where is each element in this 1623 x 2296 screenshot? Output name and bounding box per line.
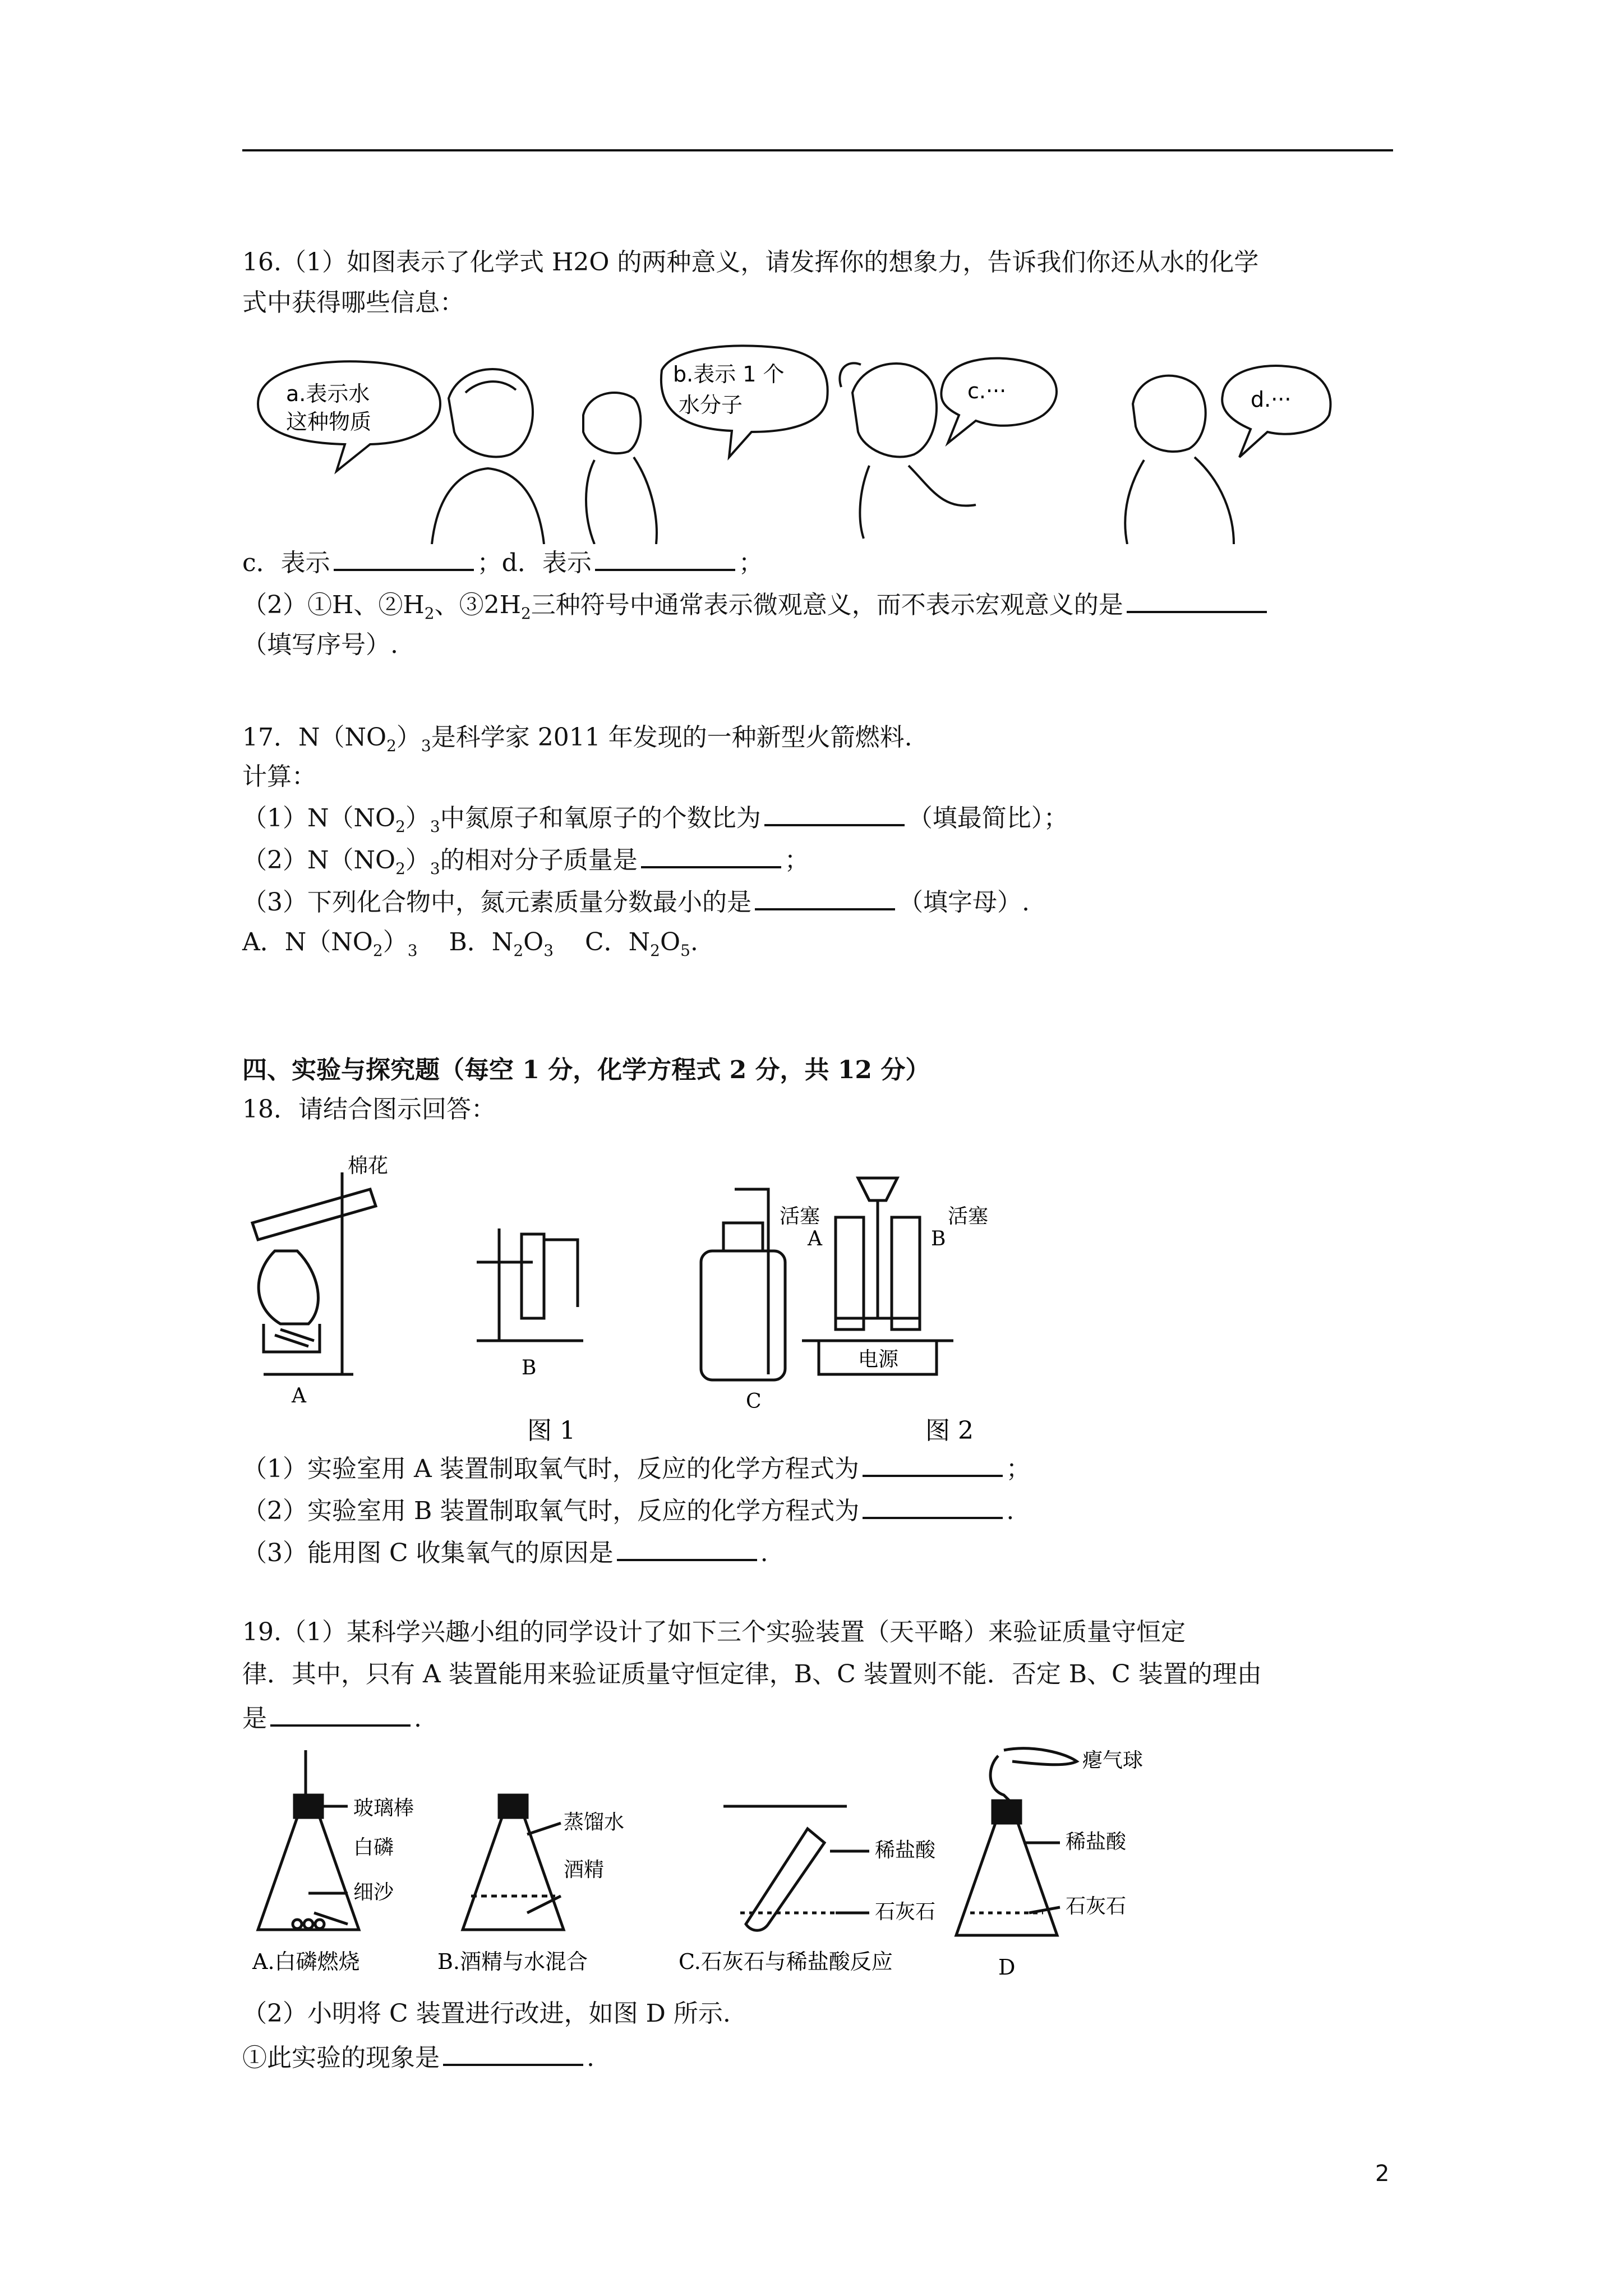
q18-p3-end: . (760, 1539, 768, 1567)
q17-p3-b: （填字母）. (898, 888, 1030, 917)
q16-part2-blank[interactable] (1127, 586, 1267, 613)
label-white-p: 白磷 (353, 1836, 394, 1859)
q17-p2-c: ； (784, 846, 809, 875)
label-glass-rod: 玻璃棒 (353, 1797, 414, 1820)
label-cotton: 棉花 (348, 1154, 389, 1177)
label-balloon: 瘪气球 (1082, 1749, 1144, 1772)
header-rule (242, 149, 1393, 151)
q18-p1-end: ； (1006, 1455, 1031, 1483)
label-power: 电源 (858, 1348, 899, 1371)
label-A: A (292, 1384, 306, 1407)
bubble-a-line1: a.表示水 (286, 381, 370, 406)
label-B: B (522, 1356, 537, 1379)
bubble-b-line1: b.表示 1 个 (673, 362, 785, 386)
q17-p2-b: 的相对分子质量是 (440, 846, 638, 875)
q17-p1: $(1)N(NO_2)_3$中氮原子和氧原子的个数比为 （填最简比）； (242, 799, 1068, 844)
q18-p2 (242, 1492, 1014, 1528)
q16-c-blank[interactable] (334, 544, 474, 571)
label-valve-left: 活塞 (780, 1205, 820, 1228)
q19-p2-1 (242, 2039, 594, 2075)
q19-p2-1-text: ①此实验的现象是 (242, 2044, 440, 2072)
q18-stem: 18．请结合图示回答： (242, 1095, 496, 1124)
q16-part2-d: （填写序号）. (242, 631, 398, 659)
q17-p3-blank[interactable] (755, 884, 895, 910)
bubble-a-line2: 这种物质 (286, 409, 372, 434)
q17-opt-a: A．N（NO (242, 928, 373, 956)
q17-p2-a: （2）N（NO (242, 846, 396, 875)
q18-p2-blank[interactable] (863, 1492, 1003, 1519)
q18-p3 (242, 1534, 768, 1570)
q19-p2-1-blank[interactable] (443, 2039, 583, 2066)
q18-p1-text: （1）实验室用 A 装置制取氧气时，反应的化学方程式为 (242, 1455, 859, 1483)
q18-p3-text: （3）能用图 C 收集氧气的原因是 (242, 1539, 614, 1567)
q16-answer-end: ； (738, 549, 763, 577)
label-fig2: 图 2 (925, 1416, 974, 1445)
q18-p1-blank[interactable] (863, 1450, 1003, 1477)
caption-a: A.白磷燃烧 (252, 1949, 360, 1974)
q19-figure (247, 1745, 1256, 1991)
q16-part2-a: （2）①H、②H (242, 591, 425, 619)
q19-p2: （2）小明将 C 装置进行改进，如图 D 所示. (242, 1999, 731, 2028)
q17-options: A．$N(NO_2)_3$ B．$N_2O_3$ C．$N_2O_5$. (242, 928, 698, 960)
q19-p2-1-end: . (587, 2044, 594, 2072)
q17-p1-c: （填最简比）； (907, 804, 1068, 832)
q17-stem-a: 17．N（NO (242, 723, 387, 752)
q18-p3-blank[interactable] (617, 1534, 757, 1561)
q18-p1 (242, 1450, 1031, 1486)
q17-p3 (242, 884, 1030, 919)
caption-b: B.酒精与水混合 (437, 1949, 588, 1974)
q16-answer-line (242, 544, 763, 580)
q17-calc: 计算： (242, 762, 316, 791)
q18-p2-end: . (1006, 1497, 1015, 1525)
bubble-c: c.··· (967, 379, 1007, 403)
q19-line3-blank[interactable] (270, 1700, 411, 1727)
q16-d-blank[interactable] (595, 544, 735, 571)
label-fig1: 图 1 (527, 1416, 575, 1445)
caption-c: C.石灰石与稀盐酸反应 (679, 1949, 893, 1974)
q17-stem: 17．$N(NO_2)_3$是科学家 2011 年发现的一种新型火箭燃料. (242, 723, 912, 755)
q17-stem-tail: 是科学家 2011 年发现的一种新型火箭燃料. (431, 723, 912, 752)
label-C: C (746, 1390, 762, 1413)
q19-line2: 律．其中，只有 A 装置能用来验证质量守恒定律，B、C 装置则不能．否定 B、C 装置的理由 (242, 1660, 1262, 1688)
q16-d-label: ；d．表示 (477, 549, 592, 577)
q17-opt-c: C．N (585, 928, 651, 956)
q16-part2: （2）①H、$②H_2$、$③2H_2$三种符号中通常表示微观意义，而不表示宏观意义的是 (242, 586, 1270, 631)
q17-p1-blank[interactable] (764, 799, 905, 826)
bubble-b-line2: 水分子 (679, 393, 743, 417)
q16-c-label: c．表示 (242, 549, 330, 577)
q17-p1-b: 中氮原子和氧原子的个数比为 (440, 804, 761, 832)
q17-p2: $(2)N(NO_2)_3$的相对分子质量是 ； (242, 841, 809, 886)
bubble-d: d.··· (1251, 387, 1292, 412)
q16-part2-b: 、③2H (434, 591, 521, 619)
q19-line3-end: . (414, 1704, 422, 1733)
q19-line3-text: 是 (242, 1704, 267, 1733)
label-alcohol: 酒精 (564, 1858, 605, 1881)
label-tube-a: A (808, 1227, 822, 1250)
q17-p3-a: （3）下列化合物中，氮元素质量分数最小的是 (242, 888, 751, 917)
q19-line3 (242, 1700, 422, 1736)
section4-title: 四、实验与探究题（每空 1 分，化学方程式 2 分，共 12 分） (242, 1056, 930, 1084)
q16-figure (247, 337, 1368, 544)
label-tube-b: B (931, 1227, 946, 1250)
q18-figure (241, 1139, 1082, 1453)
q17-p2-blank[interactable] (641, 841, 781, 868)
caption-d: D (998, 1955, 1016, 1980)
q17-p1-a: （1）N（NO (242, 804, 396, 832)
label-water: 蒸馏水 (564, 1811, 625, 1834)
label-acid-c: 稀盐酸 (875, 1839, 936, 1862)
q16-stem-line1: 16.（1）如图表示了化学式 H2O 的两种意义，请发挥你的想象力，告诉我们你还从水的化学 (242, 248, 1259, 277)
page-number: 2 (1375, 2161, 1390, 2187)
q16-part2-c: 三种符号中通常表示微观意义，而不表示宏观意义的是 (531, 591, 1123, 619)
label-limestone-d: 石灰石 (1066, 1895, 1127, 1918)
label-sand: 细沙 (353, 1881, 394, 1904)
q16-stem-line2: 式中获得哪些信息： (242, 288, 464, 317)
label-acid-d: 稀盐酸 (1066, 1830, 1127, 1853)
q17-opt-b: B．N (449, 928, 514, 956)
label-limestone-c: 石灰石 (875, 1901, 936, 1924)
label-valve-right: 活塞 (948, 1205, 989, 1228)
q18-p2-text: （2）实验室用 B 装置制取氧气时，反应的化学方程式为 (242, 1497, 860, 1525)
q19-line1: 19.（1）某科学兴趣小组的同学设计了如下三个实验装置（天平略）来验证质量守恒定 (242, 1618, 1186, 1646)
